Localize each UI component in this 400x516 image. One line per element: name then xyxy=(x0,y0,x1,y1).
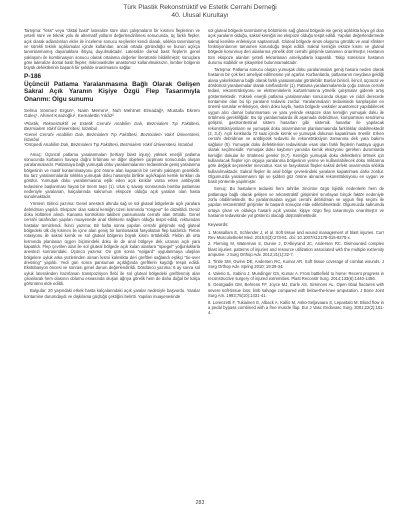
right-column xyxy=(208,28,384,317)
reference-item: 4. Valerio IL, Sabino J, Mundinger GS, Kumar A. From battlefield to home: Recent progress in reconstructive surgery of injured extremities. Plast Reconstr Surg. 2014;133(6):1440-1456. xyxy=(208,270,384,281)
reference-list xyxy=(208,230,384,316)
header-congress: 40. Ulusal Kurultayı xyxy=(171,12,229,19)
reference-item: 2. Fleming M, Waterman S, Dunne J, D'Alleyrand JC, Andersen RC. Dismounted complex blast injuries: patterns of injuries and resource utilization associated with the multiple extremity amputee. J Surg Orthop Adv. 2012;21(1):32-7. xyxy=(208,241,384,258)
affiliation-item: ¹Plastik, Rekonstrüktif ve Estetik Cerrahi Anabilim Dalı, Bezmialem Tıp Fakültesi, Bezmialem Vakıf Üniversitesi, İstanbul xyxy=(24,121,200,132)
page-header xyxy=(0,4,400,20)
author-list: Selma Sönmez Ergün¹, Naim Memmi¹, Nuh Mehmet Elmadağ¹, Mustafa Ekrem Güleç¹, Ahmet Kırazoğlu¹, Kemalettin Yıldız² xyxy=(24,107,200,119)
reference-item: 6. Lorenzetti F, Tukiainen E, Alback A, Kallio M, Asko-Seljavaara S, Lepantalo M. Blood flow in a pedal bypass combined with a free muscle flap. Eur J Vasc Endovasc Surg. 2001;22(2):161-4. xyxy=(208,299,384,316)
abstract-conclusion: Sonuç: Bu hastaların tedavisi hem tahribe zincirine özgü lojistik nedenlerle hem de patlamaya bağlı olarak gelişen ve rekonstrüktif girişimleri sınırlayan birçok faktör nedeniyle zorlu olabilmektedir. Bu yaralanmalara uygun cerrahi debridman ve uygun flep seçimi ile yapılan rekonstrüktif girişimler ile başarılı sonuçlar elde edilebilmektedir. Olgumuzda sakrumda ortaya çıkan ve oldukça hasarlı açık yaralar, kişiye özgü flep tasarımıyla onarılmıştır ve hastanın tedavisinde yol gösterici olacağı düşünülmektedir. xyxy=(208,186,384,218)
affiliation-item: ²Genel Cerrahi Anabilim Dalı, Bezmialem Tıp Fakültesi, Bezmialem Vakıf Üniversitesi, İstanbul xyxy=(24,131,200,143)
keywords-heading: Keywords: xyxy=(208,222,229,228)
reference-item: 1. Mossallam E, Schlender J, et al. Soft tissue and wound management of blast injuries. Curr Rev Musculoskelet Med. 2015;8(3):273-81. doi: 10.1007/s12178-015-9275-x. xyxy=(208,229,384,240)
reference-item: 3. Tintle SM, Gwinn DE, Andersen RC, Kumar AR. Soft tissue coverage of combat wounds. J Surg Orthop Adv. Spring 2010; 19:29-34. xyxy=(208,258,384,269)
abstract-discussion: Tartışma: Patlama sonucu oluşan yumuşak doku yaralanmaları geniş hasara neden olarak hastanın bir çok kez ameliyat edilmesine yol açarlar. Kurbanlarda, patlamanın meydana geldiği alana yakınlıklarına bağlı olarak farklı yaralanmalar görülebilir. Bunlar birincil, ikincil, üçüncül ve dördüncül yaralanmalar olarak sınıflandırılır (1). Patlama yaralanmalarında çoğu zaman cerrahi tedavi, rekonstrüksiyonu ve ekstremitelerin kurtarılmasına yönelik çalışmalar giderek artış göstermektedir. Yüksek enerjili patlama yaralanmaları sonucunda oluşan ve ciddi derecede kontamine olan bu tip yaraların tedavisi zordur. Yaralanmaların tedavisinde karşılaşılan en önemli sorunlar enfeksiyon, derin doku kaybı, hasta bölgede vasküler anastomoz yapılabilecek uygun alıcı damar bulunmaması ve yara yerinde ekspoze olan kemiğin yumuşak doku ile örtülmesi gerekliliğidir. Bu tip yaralanmalarda ilk aşamada debridman, kompartman sendromu gelişimi, gastrointestinal sistem hasarları gibi sistemik hasarlar ile yapılacak rekonstrüksiyonların ve yumuşak doku onarımlarının planlanmasında farklılıklar olabilmektedir (2, 3,4). Açık kırıklarda 72 saat içinde kemik ve yumuşak dokunun kapatılması önerilir. Erken cerrahi debridman ve antibiyotik tedavisi ile rekonstrüksiyon zamanına dek yara bakımı sağlanır (5). Yumuşak doku defektlerinin tedavisinde esas olan farklı fleplerin hastaya uygun olarak seçilmesidir. Yumuşak doku kaybının yanında kemik eksizyonu gereken durumlarda kemiğin dokular ile örtülmesi gerekir (6,7). Kemiğin yumuşak doku defektlerini örtmek için kullanılacak flepler için olguya yaralanma bölgesinin yerine ve kullanılabilecek doku miktarına göre değişik seçenekler mevcuttur. Kas ve fasyokütan flepler sakral defekt onarımında sıklıkla kullanılmaktadır. Sakral flepler ile anal bölge çevresindeki yaraların kapatılması daha zordur. Olgumuzda yaralanmanın tipi ve şiddeti göz önüne alınarak rekonstrüksiyonu en uygun ve basit yöntemle yapılmıştır. xyxy=(208,67,384,185)
results-continued: sol gluteal bölgede tanımlanmış bölümlerin sağ gluteal bölgede ise geniş açıklıkta koyu gri olan açık yaraların olduğu, sakral kemiğin ise ekspoze olduğu tespit edildi. Yapılan değerlendirmede sakral kemikte enfeksiyon saptanmadı. Gluteal bölgede sinüs oluşumu görüldü ve anal sfinkter fonksiyonlarının tamamen korunduğu tespit edildi. Sakral kemiğin eksize kısmı ve gluteal bölgede korunmuş deri alanlarına yönelik dört cerrahi girişimle tamamen onarılmıştır. Hastanın tüm ekspoze alanları yeterli tekrarlanan ameliyatlarla kapatıldı. Takip süresince hastanın durumu stabildir ve şikayetleri bulunmamaktadır. xyxy=(208,28,384,66)
previous-abstract-discussion: Tartışma: "less" veya "distal basit" lateralize süre olan çalışmaların bir kısmını fleplerinin ve yeterli süre ve teknik yolu ile alternatif yolların değerlendirilmesi sonucunda, üç farklı flepler, açık olarak adlandırılan ekler ile inceleme sonucu seçilenler kendi olarak, sıklıkla tanımlanmış ve sürekli teknik açıklamalar içinde kullanılan, ancak ortada göründüğü ve bunun açıkça tanımlanmamış dayanaklara ihtiyaç duyulmaktadır. Lateralize dorsal basit fleplerin genel yaklaşımı ile kombinasyon sonucu olarak ortalama değerler literatürde bildirilmiştir; sonuçlara göre lateralize dorsal basit flepler, mikrovasküler anastomoz kullanılmaksızın, lomber bölgenin büyük defektlerinin başarılı bir şekilde onarılmasını sağlar. xyxy=(24,28,200,71)
abstract-method: Yöntem: Birinci yazıma: Genel anestezi altında sağ ve sol gluteal bölgelerde açık yaralara debridman yapıldı. Ekspoze olan sakral kemiğin üzeri kısmında "rongeur" ile düzeltildi. Deniz doku kültürleri alındı. Kanama kontrolünü takiben pansumanla cerrahi alan örtüldü. Genel cerrahi tarafından yapılan muayenede anal sfinkterin sağlam olduğu tespit edildi, rektumdan hastalar temizlendi. İkinci yazıma: Bir hafta sonra yapılan cerrahi girişimde sağ gluteal bölgedeki ülk dış kısmını ile içine alan geniş bir lumbosakral fasyokütan flep kaldırıldı. Flebin rotasyonu ile sakral kemik ve sol gluteal bölgenin büyük kısmı örtülebildi. Flebin alt orta kısmında planlanan üçgen biçimindeki doku ile de anal bölgeye dek uzanan açık yara kapatıldı. Flep çevrilen alan ile sol gluteal bölgede açık kalan alanlara "spiegel" yoğunluklarla anestezi sonrasındaki. Üçüncü yazıma: On gün sonra "epigard" uygulanmaya ulaşılan bölgelere uyluk arka yüzlerinden alınan kısmi kalınlıkta deri greftleri sağlandı eşlikçi "tie-over dressing" yapıldı. Yedi gün sonra pansuman açıldığında greftlerin kaydığı tespit edildi. Ekstübasyon öncesi ve sonrası genel durum değerlendirildi. Dördüncü yazıma: 6 ay sonra sol uyluk lateralinden hazırlanan transpozisyon flebi ile sol gluteal bölgedeki greftlenmiş alan çıkarılarak hem olasının dolumu esnasında oluşan ağrıya görelik hem de daha doğal bir kalça görünümü elde edildi. xyxy=(24,201,200,287)
header-society: Türk Plastik Rekonstrüktif ve Estetik Cerrahi Derneği xyxy=(123,4,277,11)
abstract-code: P-186 xyxy=(24,72,42,80)
left-column xyxy=(24,28,200,301)
abstract-title: Üçüncül Patlama Yaralanmasına Bağlı Olarak Gelişen Sakral Açık Yaranın Kişiye Özgü Flep Tasarımıyla Onarımı: Olgu sunumu xyxy=(24,80,200,103)
page-number: 283 xyxy=(195,500,205,506)
reference-item: 5. Georgiadis GM, Behrens FF, Joyce MJ, Earle AS, Simmons AL. Open tibial fractures with severe soft-tissue loss: limb salvage compared with below-the-knee amputation. J Bone Joint Surg Am. 1993;75(10):1431-41. xyxy=(208,282,384,299)
abstract-aim: Amaç: Üçüncül patlama yaralanmaları (tertiary blast injury) yüksek enerjili patlama sonucunda kurbanın havaya doğru fırlaması ve diğer objelere çarpması sonucunda oluşan yaralanmalardır. Patlamaya bağlı yumuşak doku yaralanmalarının tedavisinde geniş yaralanma bölgesinin ve masif kontaminasyonu göz önüne alan kapsamlı bir cerrahi yaklaşım gereklidir. Bu tarz yaralanmalarda sıklıkla yumuşak doku hasarıyla birlikte açık/kapalı kemik kırıkları da görülür. Yumuşak doku yaralanmasına eşlik eden açık kırıklar varsa erken antibiyotik tedavisine başlanması hayati bir önem taşır (1). Ulus iç savaşı sonrasında bomba patlaması nedeniyle yaralanan, kalçalarında sakrumun ekspoze olduğu açık yaraları olan hasta sunulmaktadır. xyxy=(24,151,200,200)
affiliation-item: ³Ortopedi Anabilim Dalı, Bezmialem Tıp Fakültesi, Bezmialem Vakıf Üniversitesi, İstanbul xyxy=(24,142,193,148)
affiliation-list xyxy=(24,121,200,147)
abstract-results: Bulgular: 20 yaşındaki erkek hasta kalçalarındaki açık yaralar nedeniyle başvurdu. Yaralar kontamine durumdaydı ve dışkılama güçlüğü çektiğini belirtti. Yapılan muayenesinde xyxy=(24,288,200,299)
